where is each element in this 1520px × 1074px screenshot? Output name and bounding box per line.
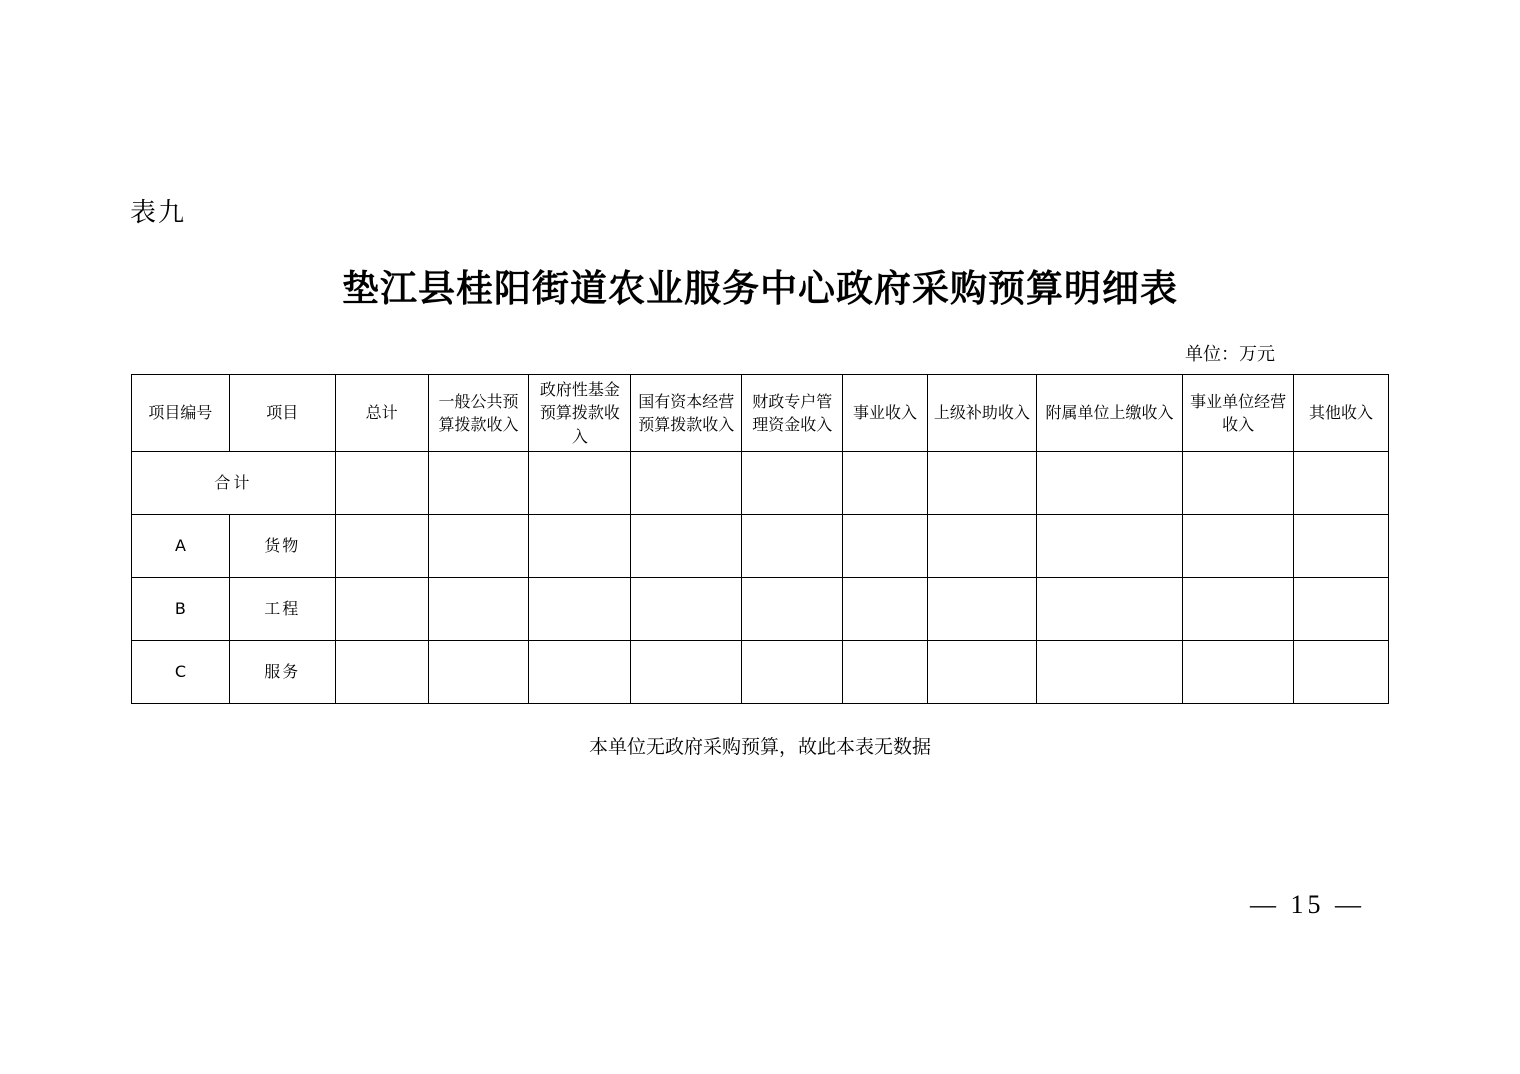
total-row-cell [428,452,529,515]
total-row-cell [742,452,843,515]
row-cell [1036,641,1182,704]
row-cell [529,515,631,578]
table-label: 表九 [130,198,187,228]
table-header-row [132,375,1389,452]
table-row [132,578,1389,641]
column-header-subordinate-payment: 附属单位上缴收入 [1036,375,1182,452]
row-cell [631,515,742,578]
table-row [132,641,1389,704]
row-cell [1294,515,1389,578]
row-cell [428,515,529,578]
table-footnote: 本单位无政府采购预算，故此本表无数据 [588,736,931,758]
unit-note: 单位：万元 [1185,344,1275,365]
total-row-cell [927,452,1036,515]
row-cell [428,641,529,704]
row-cell [335,641,428,704]
row-cell [1036,515,1182,578]
row-cell [335,578,428,641]
total-row-cell [1036,452,1182,515]
column-header-state-capital-budget: 国有资本经营预算拨款收入 [631,375,742,452]
total-row-cell [529,452,631,515]
table-row-total [132,452,1389,515]
row-cell [927,578,1036,641]
row-cell [1183,641,1294,704]
total-row-label: 合计 [132,452,336,515]
row-cell [1183,515,1294,578]
row-name: 货物 [229,515,335,578]
column-header-total: 总计 [335,375,428,452]
row-cell [1036,578,1182,641]
row-cell [335,515,428,578]
total-row-cell [843,452,928,515]
row-name: 服务 [229,641,335,704]
column-header-item-code: 项目编号 [132,375,230,452]
row-code: B [132,578,230,641]
row-cell [742,641,843,704]
column-header-item: 项目 [229,375,335,452]
row-cell [1294,641,1389,704]
row-cell [843,641,928,704]
row-cell [927,515,1036,578]
row-code: C [132,641,230,704]
row-cell [1294,578,1389,641]
column-header-superior-subsidy: 上级补助收入 [927,375,1036,452]
column-header-general-public-budget: 一般公共预算拨款收入 [428,375,529,452]
column-header-govt-fund-budget: 政府性基金预算拨款收入 [529,375,631,452]
column-header-business-income: 事业收入 [843,375,928,452]
row-cell [631,578,742,641]
page-number: — 15 — [1250,890,1365,919]
column-header-fiscal-account-funds: 财政专户管理资金收入 [742,375,843,452]
procurement-budget-table [131,374,1389,704]
row-cell [843,578,928,641]
row-code: A [132,515,230,578]
table-row [132,515,1389,578]
row-cell [1183,578,1294,641]
total-row-cell [1294,452,1389,515]
column-header-other-income: 其他收入 [1294,375,1389,452]
row-cell [631,641,742,704]
row-cell [843,515,928,578]
row-cell [529,641,631,704]
row-cell [428,578,529,641]
total-row-cell [335,452,428,515]
row-cell [742,515,843,578]
total-row-cell [631,452,742,515]
row-cell [742,578,843,641]
column-header-operating-income: 事业单位经营收入 [1183,375,1294,452]
page-title: 垫江县桂阳街道农业服务中心政府采购预算明细表 [342,266,1178,310]
row-cell [927,641,1036,704]
row-name: 工程 [229,578,335,641]
row-cell [529,578,631,641]
total-row-cell [1183,452,1294,515]
